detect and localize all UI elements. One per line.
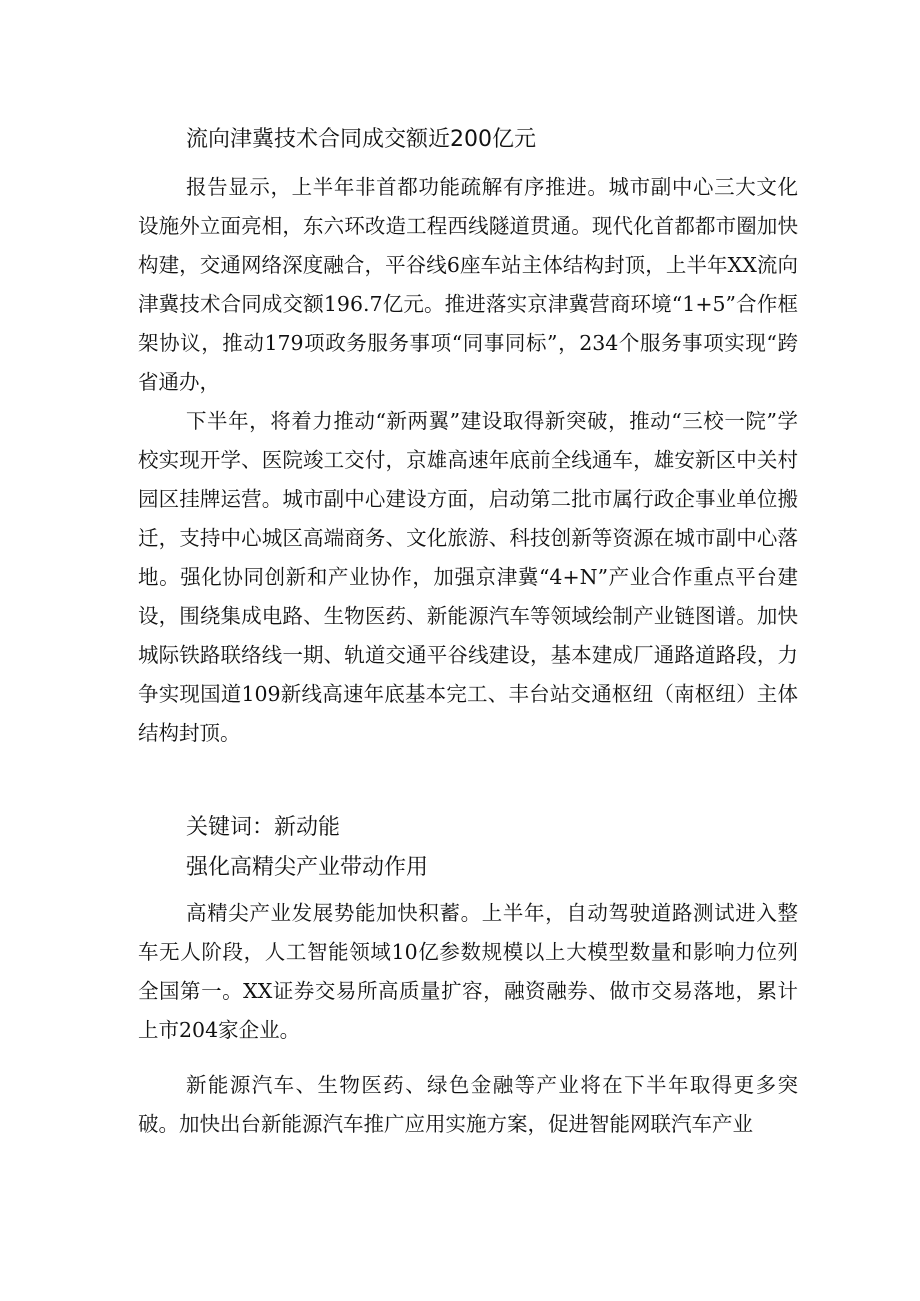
keywords-line: 关键词：新动能: [186, 815, 341, 840]
section-heading-jingjinji: 流向津冀技术合同成交额近200亿元: [186, 127, 536, 152]
paragraph-second-half-plan: 下半年，将着力推动“新两翼”建设取得新突破，推动“三校一院”学校实现开学、医院竣工交付，京雄高速年底前全线通车，雄安新区中关村园区挂牌运营。城市副中心建设方面，启动第二批市属行政企事业单位搬迁，支持中心城区高端商务、文化旅游、科技创新等资源在城市副中心落地。强化协同创新和产业协作，加强京津冀“4+N”产业合作重点平台建设，围绕集成电路、生物医药、新能源汽车等领域绘制产业链图谱。加快城际铁路联络线一期、轨道交通平谷线建设，基本建成厂通路道路段，力争实现国道109新线高速年底基本完工、丰台站交通枢纽（南枢纽）主体结构封顶。: [138, 409, 798, 745]
paragraph-new-energy: 新能源汽车、生物医药、绿色金融等产业将在下半年取得更多突破。加快出台新能源汽车推广应用实施方案，促进智能网联汽车产业: [138, 1073, 798, 1136]
paragraph-report-summary: 报告显示，上半年非首都功能疏解有序推进。城市副中心三大文化设施外立面亮相，东六环改造工程西线隧道贯通。现代化首都都市圈加快构建，交通网络深度融合，平谷线6座车站主体结构封顶，上半年XX流向津冀技术合同成交额196.7亿元。推进落实京津冀营商环境“1+5”合作框架协议，推动179项政务服务事项“同事同标”，234个服务事项实现“跨省通办，: [138, 175, 798, 394]
paragraph-high-tech-progress: 高精尖产业发展势能加快积蓄。上半年，自动驾驶道路测试进入整车无人阶段，人工智能领域10亿参数规模以上大模型数量和影响力位列全国第一。XX证券交易所高质量扩容，融资融券、做市交易落地，累计上市204家企业。: [138, 901, 798, 1042]
section-heading-high-tech: 强化高精尖产业带动作用: [186, 855, 429, 880]
